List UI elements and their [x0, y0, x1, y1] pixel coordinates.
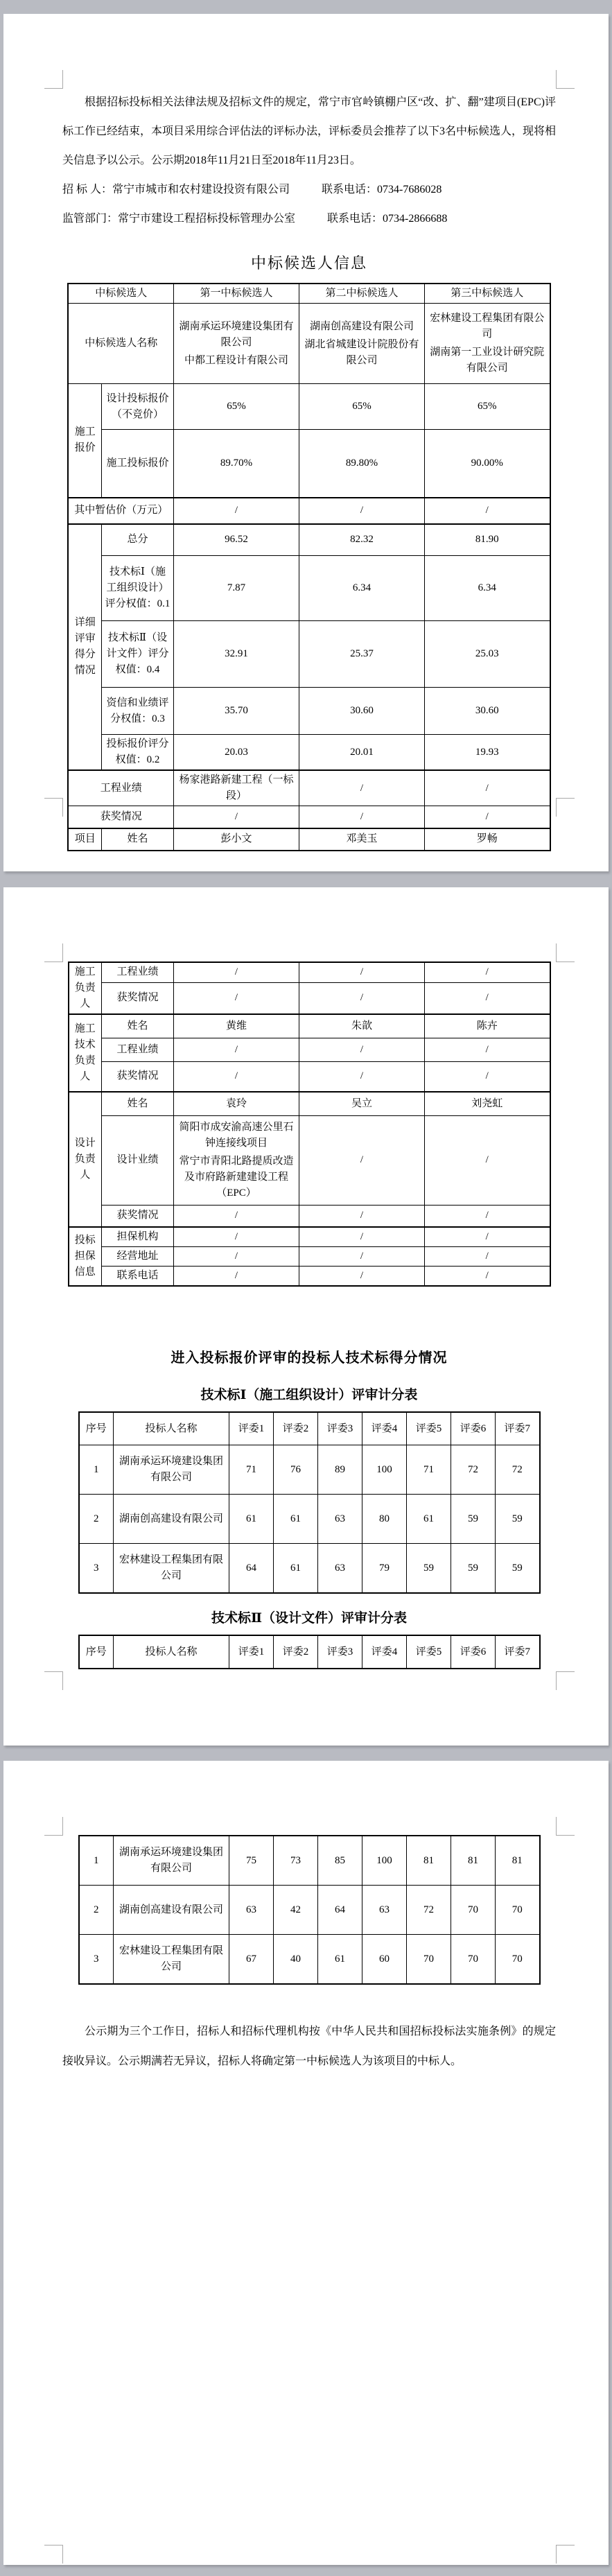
score-cell: 72 — [496, 1445, 540, 1495]
value-cell: / — [425, 982, 550, 1014]
header-cell: 评委5 — [407, 1635, 451, 1669]
score-cell: 75 — [229, 1836, 274, 1886]
row-label: 获奖情况 — [68, 806, 173, 828]
tech2-score-table-header — [78, 1635, 541, 1669]
company-name: 湖南承运环境建设集团有限公司 — [179, 320, 294, 348]
score-cell: 85 — [318, 1836, 362, 1886]
score-cell: 2 — [79, 1886, 114, 1935]
value-cell: / — [425, 1205, 550, 1227]
value-cell: 35.70 — [174, 688, 299, 735]
margin-mark-bottom-right — [556, 1671, 575, 1690]
value-cell: 罗畅 — [425, 828, 550, 851]
tech-score-heading: 进入投标报价评审的投标人技术标得分情况 — [171, 1350, 448, 1366]
candidate-name-cell — [425, 304, 550, 384]
score-cell: 63 — [318, 1544, 362, 1594]
row-label: 姓名 — [102, 1014, 174, 1038]
intro-paragraph: 根据招标投标相关法律法规及招标文件的规定，常宁市官岭镇棚户区“改、扩、翻”建项目(EPC)评标工作已经结束，本项目采用综合评估法的评标办法，评标委员会推荐了以下3名中标候选人，现将相关信息予以公示。公示期2018年11月21日至2018年11月23日。 — [62, 96, 557, 166]
value-cell: / — [299, 1267, 425, 1287]
value-cell: / — [425, 806, 550, 828]
score-cell: 67 — [229, 1935, 274, 1985]
value-cell: / — [174, 498, 299, 524]
guarantee-address-row — [69, 1247, 550, 1267]
project-name: 常宁市青阳北路提质改造及市府路新建建设工程（EPC） — [179, 1155, 294, 1199]
score-cell: 70 — [496, 1886, 540, 1935]
bidder-name: 招 标 人：常宁市城市和农村建设投资有限公司 — [62, 184, 290, 195]
row-label: 工程业绩 — [102, 1038, 174, 1061]
tech1-score-row — [68, 556, 550, 621]
value-cell: / — [299, 1038, 425, 1061]
value-cell: 19.93 — [425, 735, 550, 771]
score-cell: 81 — [407, 1836, 451, 1886]
score-cell: 63 — [229, 1886, 274, 1935]
header-cell: 评委1 — [229, 1412, 274, 1445]
value-cell: 65% — [299, 384, 425, 430]
score-cell: 63 — [362, 1886, 407, 1935]
value-cell: / — [425, 1038, 550, 1061]
score-cell: 89 — [318, 1445, 362, 1495]
award-row — [68, 806, 550, 828]
guarantee-phone-row — [69, 1267, 550, 1287]
score-row — [79, 1445, 540, 1495]
value-cell: 6.34 — [299, 556, 425, 621]
margin-mark-bottom-left — [44, 798, 63, 817]
design-price-row — [68, 384, 550, 430]
row-label: 其中暂估价（万元） — [68, 498, 173, 524]
project-name: 简阳市成安渝高速公里石钟连接线项目 — [179, 1121, 294, 1149]
score-row — [79, 1836, 540, 1886]
bidder-name-cell: 湖南创高建设有限公司 — [114, 1886, 229, 1935]
page-1-content — [3, 14, 609, 851]
header-cell: 评委3 — [318, 1412, 362, 1445]
value-cell: 陈卉 — [425, 1014, 550, 1038]
bidder-name-cell: 宏林建设工程集团有限公司 — [114, 1544, 229, 1594]
bidder-phone: 联系电话：0734-7686028 — [322, 184, 442, 195]
score-cell: 70 — [451, 1886, 496, 1935]
margin-mark-top-left — [44, 70, 63, 89]
page-3-content — [3, 1761, 609, 2076]
regulator-name: 监管部门：常宁市建设工程招标投标管理办公室 — [62, 213, 296, 225]
row-label: 经营地址 — [102, 1247, 174, 1267]
value-cell: 7.87 — [174, 556, 299, 621]
value-cell: / — [299, 1205, 425, 1227]
header-cell: 评委2 — [274, 1635, 318, 1669]
company-name: 中都工程设计有限公司 — [184, 354, 288, 366]
bidder-name-cell: 湖南承运环境建设集团有限公司 — [114, 1445, 229, 1495]
header-cell: 中标候选人 — [68, 284, 173, 304]
value-cell: 杨家港路新建工程（一标段） — [174, 770, 299, 806]
value-cell: 89.70% — [174, 430, 299, 498]
margin-mark-top-right — [556, 943, 575, 962]
score-cell: 79 — [362, 1544, 407, 1594]
header-cell: 第二中标候选人 — [299, 284, 425, 304]
header-cell: 评委1 — [229, 1635, 274, 1669]
header-cell: 序号 — [79, 1635, 114, 1669]
value-cell: 81.90 — [425, 524, 550, 556]
candidate-name-cell — [174, 304, 299, 384]
score-cell: 3 — [79, 1544, 114, 1594]
company-name: 宏林建设工程集团有限公司 — [430, 313, 545, 340]
score-cell: 42 — [274, 1886, 318, 1935]
header-cell: 第一中标候选人 — [174, 284, 299, 304]
price-score-row — [68, 735, 550, 771]
value-cell: / — [299, 1061, 425, 1092]
score-cell: 40 — [274, 1935, 318, 1985]
page-1 — [3, 14, 609, 871]
value-cell: / — [299, 1115, 425, 1205]
header-cell: 评委6 — [451, 1635, 496, 1669]
header-cell: 评委4 — [362, 1635, 407, 1669]
row-label: 姓名 — [102, 1092, 174, 1115]
candidate-names-row — [68, 304, 550, 384]
value-cell: / — [425, 1115, 550, 1205]
score-cell: 80 — [362, 1495, 407, 1544]
score-row — [79, 1935, 540, 1985]
score-cell: 81 — [496, 1836, 540, 1886]
performance-row — [68, 770, 550, 806]
tech-lead-name-row — [69, 1014, 550, 1038]
value-cell: 30.60 — [299, 688, 425, 735]
row-label: 总分 — [101, 524, 173, 556]
table-header-row — [68, 284, 550, 304]
score-cell: 70 — [496, 1935, 540, 1985]
group-label: 设计负责人 — [69, 1092, 102, 1227]
value-cell: 32.91 — [174, 621, 299, 688]
score-cell: 61 — [318, 1935, 362, 1985]
pm-name-row — [68, 828, 550, 851]
score-table-header-row — [79, 1635, 540, 1669]
row-label: 获奖情况 — [102, 1061, 174, 1092]
value-cell: 20.01 — [299, 735, 425, 771]
margin-mark-bottom-left — [44, 1671, 63, 1690]
tech1-score-table — [78, 1411, 541, 1594]
score-cell: 72 — [451, 1445, 496, 1495]
value-cell: / — [174, 806, 299, 828]
header-cell: 第三中标候选人 — [425, 284, 550, 304]
tech-lead-performance-row — [69, 1038, 550, 1061]
builder-award-row — [69, 982, 550, 1014]
group-label: 项目 — [68, 828, 101, 851]
score-cell: 59 — [496, 1495, 540, 1544]
value-cell: 邓美玉 — [299, 828, 425, 851]
row-label: 技术标Ⅰ（施工组织设计）评分权值：0.1 — [101, 556, 173, 621]
group-label: 施工技术负责人 — [69, 1014, 102, 1092]
value-cell: 黄维 — [174, 1014, 299, 1038]
score-cell: 71 — [407, 1445, 451, 1495]
score-cell: 61 — [274, 1495, 318, 1544]
value-cell: / — [299, 982, 425, 1014]
estimate-row — [68, 498, 550, 524]
score-cell: 1 — [79, 1445, 114, 1495]
row-label: 获奖情况 — [102, 982, 174, 1014]
value-cell: 65% — [174, 384, 299, 430]
row-label: 资信和业绩评分权值：0.3 — [101, 688, 173, 735]
tech2-table-title: 技术标Ⅱ（设计文件）评审计分表 — [211, 1611, 407, 1626]
value-cell: 82.32 — [299, 524, 425, 556]
company-name: 湖北省城建设计院股份有限公司 — [304, 338, 419, 366]
value-cell: 吴立 — [299, 1092, 425, 1115]
score-cell: 60 — [362, 1935, 407, 1985]
value-cell: / — [299, 1247, 425, 1267]
bidder-name-cell: 宏林建设工程集团有限公司 — [114, 1935, 229, 1985]
page-3 — [3, 1761, 609, 2565]
margin-mark-bottom-right — [556, 798, 575, 817]
score-cell: 64 — [318, 1886, 362, 1935]
margin-mark-top-left — [44, 1817, 63, 1836]
company-name: 湖南创高建设有限公司 — [309, 320, 414, 332]
value-cell: 20.03 — [174, 735, 299, 771]
header-cell: 评委6 — [451, 1412, 496, 1445]
score-cell: 100 — [362, 1836, 407, 1886]
margin-mark-top-left — [44, 943, 63, 962]
score-cell: 61 — [274, 1544, 318, 1594]
value-cell: / — [299, 1227, 425, 1247]
score-row — [79, 1544, 540, 1594]
value-cell: / — [174, 962, 299, 982]
row-label: 中标候选人名称 — [68, 304, 173, 384]
group-label: 施工负责人 — [69, 962, 102, 1014]
design-lead-name-row — [69, 1092, 550, 1115]
value-cell: 6.34 — [425, 556, 550, 621]
score-cell: 63 — [318, 1495, 362, 1544]
value-cell: / — [425, 1267, 550, 1287]
value-cell: / — [174, 1038, 299, 1061]
score-cell: 59 — [451, 1544, 496, 1594]
group-label: 投标担保信息 — [69, 1227, 102, 1286]
score-cell: 59 — [407, 1544, 451, 1594]
value-cell: / — [425, 1061, 550, 1092]
score-cell: 61 — [407, 1495, 451, 1544]
value-cell: 刘尧虹 — [425, 1092, 550, 1115]
score-cell: 73 — [274, 1836, 318, 1886]
design-lead-award-row — [69, 1205, 550, 1227]
candidate-name-cell — [299, 304, 425, 384]
regulator-line — [62, 204, 556, 234]
candidates-table — [67, 283, 550, 851]
row-label: 工程业绩 — [68, 770, 173, 806]
value-cell: 彭小文 — [174, 828, 299, 851]
margin-mark-bottom-right — [556, 2545, 575, 2564]
value-cell: 30.60 — [425, 688, 550, 735]
build-price-row — [68, 430, 550, 498]
value-cell: 96.52 — [174, 524, 299, 556]
score-cell: 1 — [79, 1836, 114, 1886]
header-cell: 评委2 — [274, 1412, 318, 1445]
value-cell: 25.03 — [425, 621, 550, 688]
header-cell: 评委4 — [362, 1412, 407, 1445]
bidder-name-cell: 湖南创高建设有限公司 — [114, 1495, 229, 1544]
margin-mark-top-right — [556, 1817, 575, 1836]
header-cell: 序号 — [79, 1412, 114, 1445]
bidder-line — [62, 175, 556, 204]
row-label: 技术标Ⅱ（设计文件）评分权值：0.4 — [101, 621, 173, 688]
value-cell: / — [299, 962, 425, 982]
row-label: 工程业绩 — [102, 962, 174, 982]
header-cell: 评委7 — [496, 1412, 540, 1445]
value-cell: 65% — [425, 384, 550, 430]
score-cell: 59 — [496, 1544, 540, 1594]
row-label: 设计投标报价（不竞价） — [101, 384, 173, 430]
score-cell: 70 — [407, 1935, 451, 1985]
builder-performance-row — [69, 962, 550, 982]
group-label: 详细评审得分情况 — [68, 524, 101, 771]
design-lead-performance-row — [69, 1115, 550, 1205]
group-label: 施工报价 — [68, 384, 101, 498]
value-cell: 90.00% — [425, 430, 550, 498]
page-2 — [3, 887, 609, 1746]
value-cell: / — [174, 982, 299, 1014]
value-cell: / — [174, 1227, 299, 1247]
score-cell: 64 — [229, 1544, 274, 1594]
row-label: 投标报价评分权值：0.2 — [101, 735, 173, 771]
score-cell: 61 — [229, 1495, 274, 1544]
score-cell: 72 — [407, 1886, 451, 1935]
value-cell: / — [174, 1061, 299, 1092]
bidder-name-cell: 湖南承运环境建设集团有限公司 — [114, 1836, 229, 1886]
value-cell: / — [174, 1267, 299, 1287]
value-cell: / — [425, 770, 550, 806]
total-score-row — [68, 524, 550, 556]
tech1-table-title: 技术标Ⅰ（施工组织设计）评审计分表 — [200, 1388, 418, 1402]
score-row — [79, 1886, 540, 1935]
value-cell: 袁玲 — [174, 1092, 299, 1115]
company-name: 湖南第一工业设计研究院有限公司 — [430, 347, 545, 374]
value-cell — [174, 1115, 299, 1205]
score-cell: 76 — [274, 1445, 318, 1495]
score-cell: 59 — [451, 1495, 496, 1544]
margin-mark-bottom-left — [44, 2545, 63, 2564]
score-cell: 3 — [79, 1935, 114, 1985]
tech2-score-table-body — [78, 1835, 541, 1985]
header-cell: 投标人名称 — [114, 1635, 229, 1669]
value-cell: / — [299, 806, 425, 828]
candidates-table-continued — [68, 961, 551, 1287]
value-cell: 25.37 — [299, 621, 425, 688]
header-cell: 投标人名称 — [114, 1412, 229, 1445]
value-cell: / — [425, 1247, 550, 1267]
value-cell: / — [425, 962, 550, 982]
score-cell: 71 — [229, 1445, 274, 1495]
page-2-content — [3, 887, 609, 1669]
margin-mark-top-right — [556, 70, 575, 89]
value-cell: / — [425, 1227, 550, 1247]
tech-lead-award-row — [69, 1061, 550, 1092]
candidates-info-heading: 中标候选人信息 — [250, 254, 367, 272]
header-cell: 评委3 — [318, 1635, 362, 1669]
row-label: 设计业绩 — [102, 1115, 174, 1205]
row-label: 担保机构 — [102, 1227, 174, 1247]
header-cell: 评委7 — [496, 1635, 540, 1669]
guarantee-org-row — [69, 1227, 550, 1247]
tech2-score-row — [68, 621, 550, 688]
score-cell: 2 — [79, 1495, 114, 1544]
value-cell: / — [425, 498, 550, 524]
value-cell: 89.80% — [299, 430, 425, 498]
value-cell: / — [174, 1247, 299, 1267]
closing-paragraph: 公示期为三个工作日，招标人和招标代理机构按《中华人民共和国招标投标法实施条例》的规定接收异议。公示期满若无异议，招标人将确定第一中标候选人为该项目的中标人。 — [62, 2026, 556, 2067]
credit-score-row — [68, 688, 550, 735]
row-label: 施工投标报价 — [101, 430, 173, 498]
score-row — [79, 1495, 540, 1544]
score-table-header-row — [79, 1412, 540, 1445]
regulator-phone: 联系电话：0734-2866688 — [327, 213, 448, 225]
score-cell: 100 — [362, 1445, 407, 1495]
row-label: 姓名 — [101, 828, 173, 851]
value-cell: / — [299, 770, 425, 806]
header-cell: 评委5 — [407, 1412, 451, 1445]
value-cell: / — [174, 1205, 299, 1227]
score-cell: 70 — [451, 1935, 496, 1985]
value-cell: / — [299, 498, 425, 524]
row-label: 联系电话 — [102, 1267, 174, 1287]
score-cell: 81 — [451, 1836, 496, 1886]
value-cell: 朱歆 — [299, 1014, 425, 1038]
row-label: 获奖情况 — [102, 1205, 174, 1227]
